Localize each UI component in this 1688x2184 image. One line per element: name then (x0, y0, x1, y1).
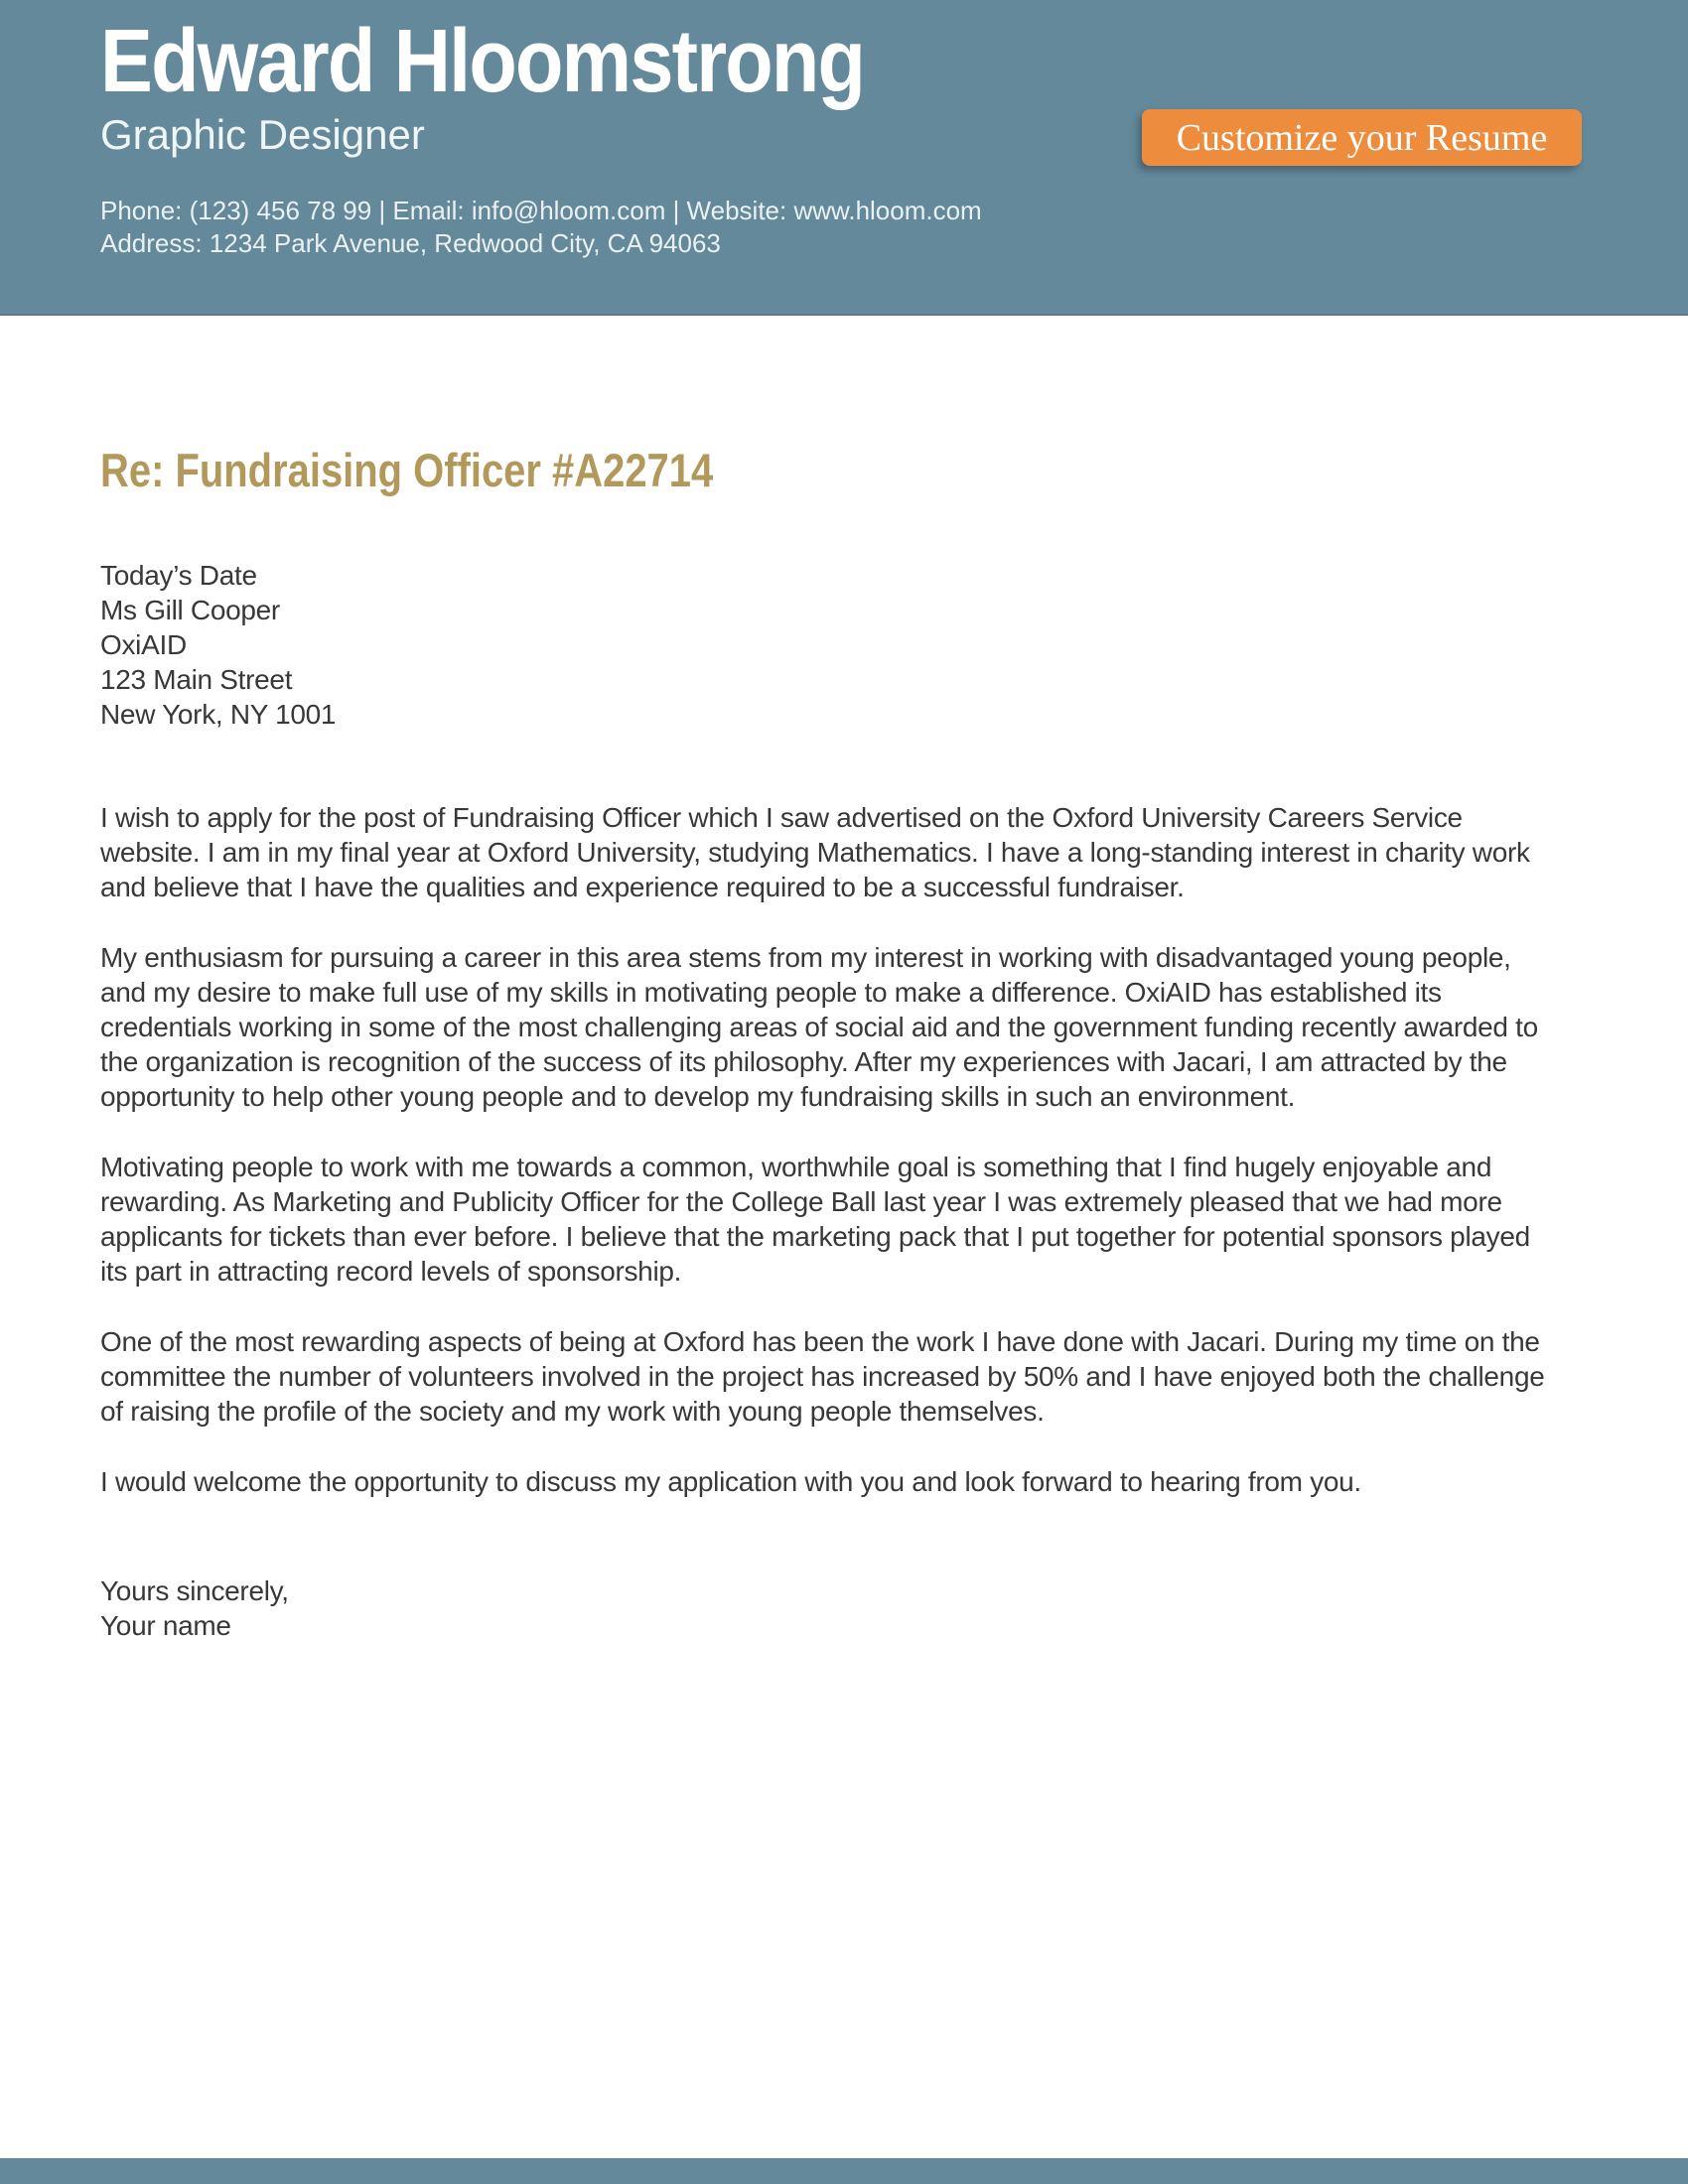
recipient-line-name: Ms Gill Cooper (100, 595, 280, 625)
recipient-line-street: 123 Main Street (100, 664, 293, 695)
letter-body (100, 800, 1550, 1643)
recipient-line-city: New York, NY 1001 (100, 699, 337, 730)
person-name: Edward Hloomstrong (100, 12, 865, 111)
contact-line-address: Address: 1234 Park Avenue, Redwood City, CA 94063 (100, 228, 721, 258)
letter-paragraph-3: Motivating people to work with me towards a common, worthwhile goal is something that I find hugely enjoyable and rewarding. As Marketing and Publicity Officer for the College Ball last year I was extremely pleased that we had more applicants for tickets than ever before. I believe that the marketing pack that I put together for potential sponsors played its part in attracting record levels of sponsorship. (100, 1152, 1530, 1287)
recipient-line-date: Today’s Date (100, 560, 257, 591)
job-title: Graphic Designer (100, 111, 425, 158)
letter-paragraph-5: I would welcome the opportunity to discuss my application with you and look forward to hearing from you. (100, 1466, 1361, 1497)
closing-salutation: Yours sincerely, (100, 1575, 289, 1606)
customize-resume-button-label: Customize your Resume (1176, 116, 1548, 159)
subject-line: Re: Fundraising Officer #A22714 (100, 444, 714, 496)
letter-paragraph-4: One of the most rewarding aspects of being at Oxford has been the work I have done with Jacari. During my time on the committee the number of volunteers involved in the project has increased by 50% and I have enjoyed both the challenge of raising the profile of the society and my work with young people themselves. (100, 1326, 1545, 1427)
closing-block (100, 1573, 1550, 1643)
contact-info (100, 195, 982, 260)
header-band (0, 0, 1688, 316)
customize-resume-button[interactable] (1142, 109, 1582, 166)
letter-paragraph-2: My enthusiasm for pursuing a career in this area stems from my interest in working with disadvantaged young people, and my desire to make full use of my skills in motivating people to make a difference. OxiAID has established its credentials working in some of the most challenging areas of social aid and the government funding recently awarded to the organization is recognition of the success of its philosophy. After my experiences with Jacari, I am attracted by the opportunity to help other young people and to develop my fundraising skills in such an environment. (100, 942, 1538, 1112)
footer-band (0, 2158, 1688, 2184)
closing-signature-name: Your name (100, 1610, 231, 1641)
contact-line-phone-email-website: Phone: (123) 456 78 99 | Email: info@hloom.com | Website: www.hloom.com (100, 196, 982, 225)
recipient-block (100, 558, 336, 732)
recipient-line-organization: OxiAID (100, 629, 187, 660)
letter-paragraph-1: I wish to apply for the post of Fundraising Officer which I saw advertised on the Oxford University Careers Service website. I am in my final year at Oxford University, studying Mathematics. I have a long-standing interest in charity work and believe that I have the qualities and experience required to be a successful fundraiser. (100, 802, 1530, 902)
